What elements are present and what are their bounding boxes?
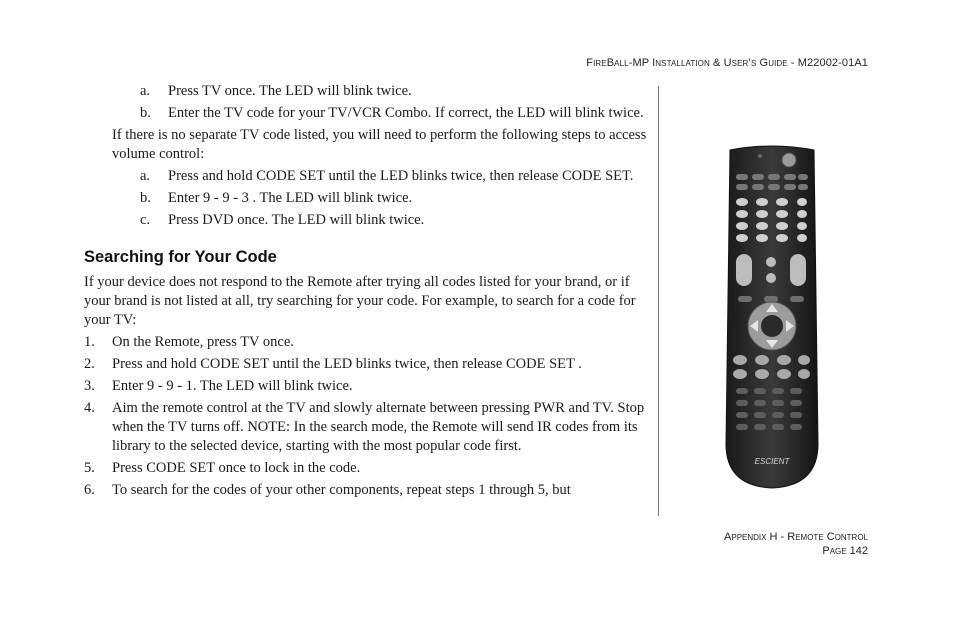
section-heading: Searching for Your Code (84, 248, 277, 266)
step-text: Press TV once. The LED will blink twice. (168, 83, 412, 99)
running-header: FireBall-MP Installation & User’s Guide - M22002-01A1 (586, 57, 868, 69)
numbered-step-4 (84, 399, 649, 456)
footer-page-number: Page 142 (822, 545, 868, 557)
step-text: Enter 9 - 9 - 1. The LED will blink twice. (112, 378, 353, 394)
step-number: 3. (84, 378, 95, 394)
numbered-step-3 (84, 377, 649, 396)
step-text: On the Remote, press TV once. (112, 334, 294, 350)
remote-control-image (724, 144, 820, 490)
power-button (782, 153, 796, 167)
remote-brand-logo: ESCIENT (754, 457, 790, 466)
step-number: 5. (84, 460, 95, 476)
step-label: b. (140, 105, 151, 121)
step-b-first (84, 104, 649, 123)
step-a-second (84, 167, 649, 186)
step-text: Press DVD once. The LED will blink twice. (168, 212, 425, 228)
numbered-step-2 (84, 355, 649, 374)
step-number: 1. (84, 334, 95, 350)
step-b-second (84, 189, 649, 208)
step-label: c. (140, 212, 151, 228)
navigation-pad (748, 302, 796, 350)
step-label: a. (140, 168, 151, 184)
intro-paragraph: If there is no separate TV code listed, you will need to perform the following steps to access volume control: (112, 127, 647, 162)
step-text: Press and hold CODE SET until the LED blinks twice, then release CODE SET . (112, 356, 582, 372)
numbered-step-6 (84, 481, 649, 500)
column-divider (658, 86, 659, 516)
step-c-second (84, 211, 649, 230)
section-paragraph: If your device does not respond to the Remote after trying all codes listed for your brand, or if your brand is not listed at all, try searching for your code. For example, to search for a code for your TV: (84, 274, 636, 328)
step-text: Press CODE SET once to lock in the code. (112, 460, 361, 476)
step-number: 4. (84, 400, 95, 416)
footer-appendix: Appendix H - Remote Control (724, 531, 868, 543)
led-light (758, 154, 762, 158)
step-a-first (84, 82, 649, 101)
step-number: 2. (84, 356, 95, 372)
step-label: a. (140, 83, 151, 99)
step-number: 6. (84, 482, 95, 498)
step-label: b. (140, 190, 151, 206)
numbered-step-5 (84, 459, 649, 478)
step-text: To search for the codes of your other components, repeat steps 1 through 5, but (112, 482, 571, 498)
step-text: Enter the TV code for your TV/VCR Combo. If correct, the LED will blink twice. (168, 105, 644, 121)
step-text: Aim the remote control at the TV and slowly alternate between pressing PWR and TV. Stop when the TV turns off. NOTE: In the search mode, the Remote will send IR codes from its library to the selected device, starting with the most popular code first. (112, 400, 645, 454)
function-buttons (738, 296, 804, 302)
step-text: Enter 9 - 9 - 3 . The LED will blink twice. (168, 190, 413, 206)
main-text (84, 82, 649, 503)
step-text: Press and hold CODE SET until the LED blinks twice, then release CODE SET. (168, 168, 634, 184)
numbered-step-1 (84, 333, 649, 352)
